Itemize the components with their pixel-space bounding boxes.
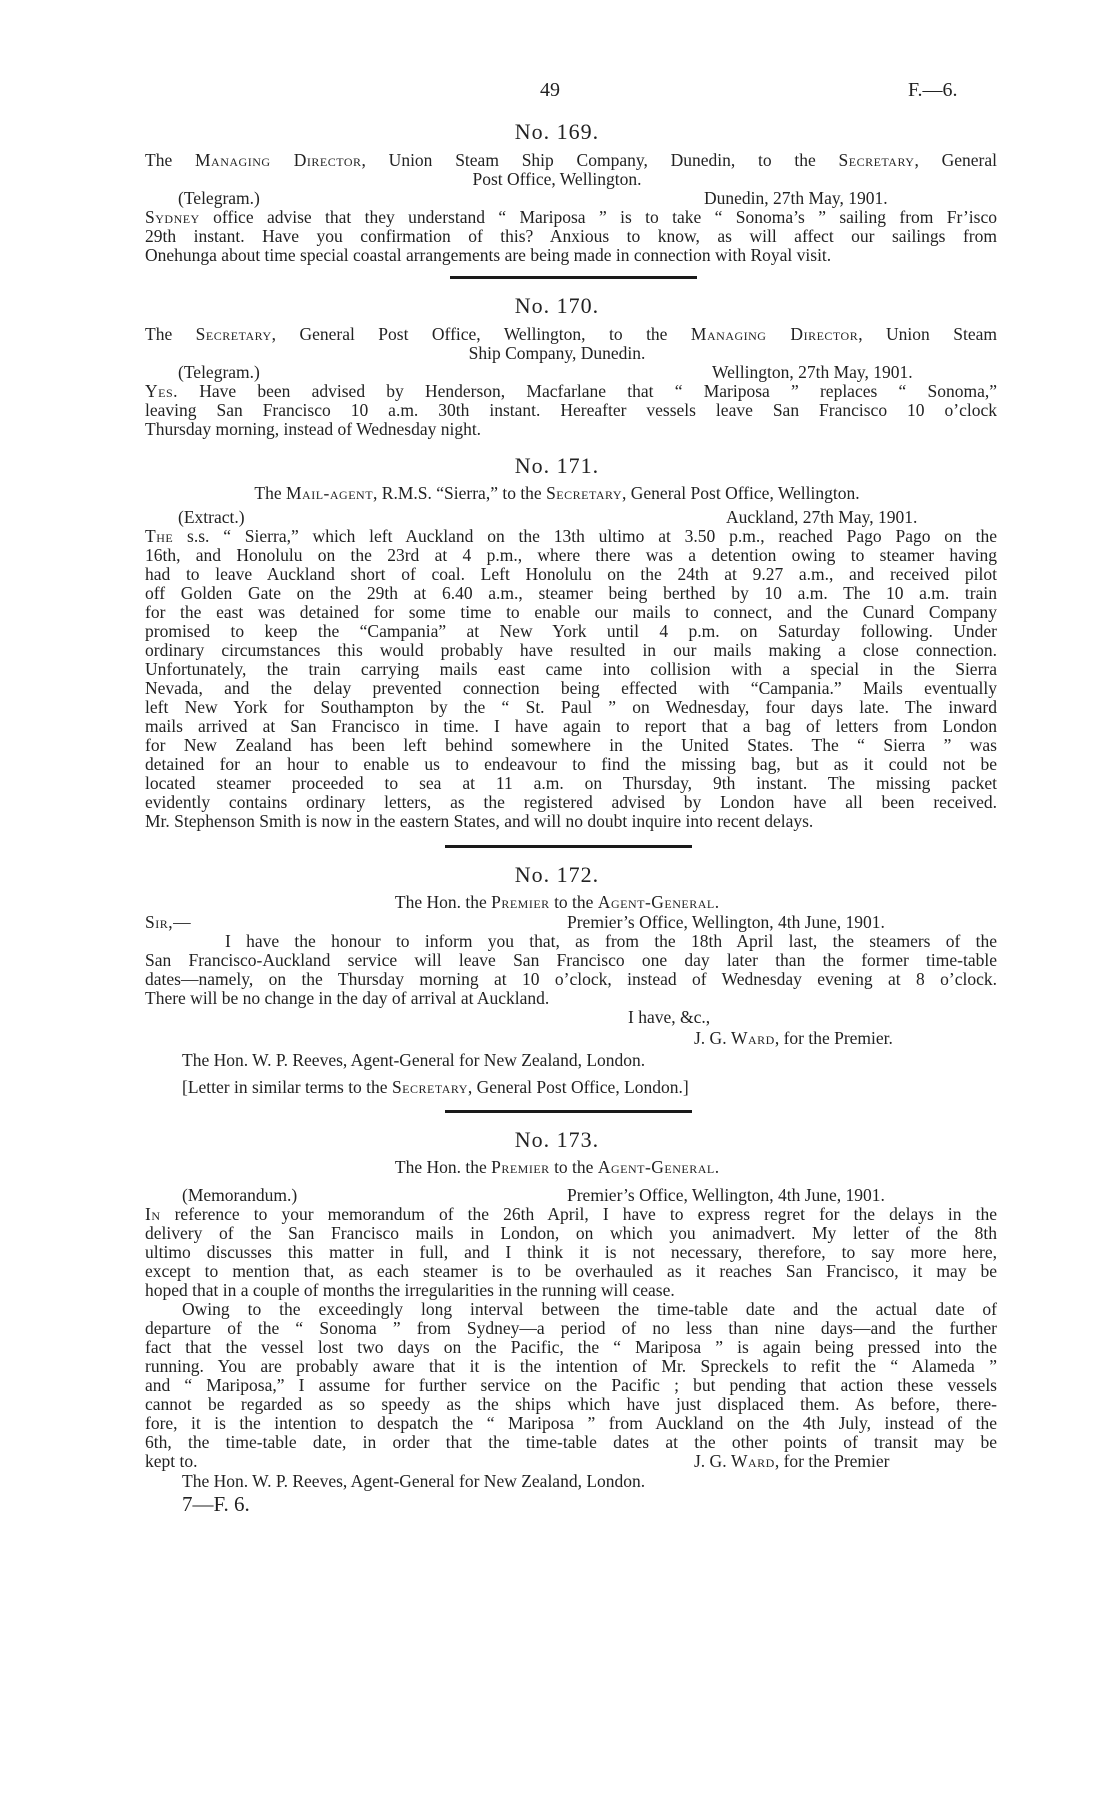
section-173-address: The Hon. the Premier to the Agent-General. bbox=[394, 1157, 720, 1177]
section-173-title: No. 173. bbox=[514, 1127, 600, 1152]
section-169-body-line: Sydney office advise that they understand “ Mariposa ” is to take “ Sonoma’s ” sailing from Fr’isco bbox=[145, 207, 997, 227]
section-171-date: Auckland, 27th May, 1901. bbox=[726, 507, 918, 527]
section-173-body-line: ultimo discusses this matter in full, and I think it is not necessary, therefore, to say more here, bbox=[145, 1242, 997, 1262]
section-169-address: The Managing Director, Union Steam Ship Company, Dunedin, to the Secretary, General bbox=[145, 150, 997, 170]
section-173-body-line: In reference to your memorandum of the 26th April, I have to express regret for the delays in the bbox=[145, 1204, 997, 1224]
section-171-body-line: ordinary circumstances this would probably have resulted in our mails making a close connection. bbox=[145, 640, 997, 660]
section-173-body-line: kept to. bbox=[145, 1451, 198, 1471]
section-173-body-line: fore, it is the intention to despatch the “ Mariposa ” from Auckland on the 4th July, instead of the bbox=[145, 1413, 997, 1433]
section-172-closing: I have, &c., bbox=[628, 1007, 711, 1027]
section-171-body-line: for the east was detained for some time to enable our mails to connect, and the Cunard Company bbox=[145, 602, 997, 622]
section-173-body-line: 6th, the time-table date, in order that the time-table dates at the other points of transit may be bbox=[145, 1432, 997, 1452]
section-171-body-line: off Golden Gate on the 29th at 6.40 a.m., steamer being berthed by 10 a.m. The 10 a.m. train bbox=[145, 583, 997, 603]
section-172-note: [Letter in similar terms to the Secretary, General Post Office, London.] bbox=[182, 1077, 689, 1097]
section-169-title: No. 169. bbox=[514, 119, 600, 144]
section-171-body-line: Mr. Stephenson Smith is now in the eastern States, and will no doubt inquire into recent delays. bbox=[145, 811, 814, 831]
section-170-body-line: Yes. Have been advised by Henderson, Macfarlane that “ Mariposa ” replaces “ Sonoma,” bbox=[145, 381, 997, 401]
section-173-body-line: departure of the “ Sonoma ” from Sydney—a period of no less than nine days—and the further bbox=[145, 1318, 997, 1338]
section-171-body-line: Unfortunately, the train carrying mails east came into collision with a special in the Sierra bbox=[145, 659, 997, 679]
section-170-date: Wellington, 27th May, 1901. bbox=[712, 362, 913, 382]
section-divider bbox=[450, 276, 697, 279]
section-169-body-line: Onehunga about time special coastal arrangements are being made in connection with Royal visit. bbox=[145, 245, 832, 265]
section-171-kind: (Extract.) bbox=[178, 507, 245, 527]
section-171-body-line: for New Zealand has been left behind somewhere in the United States. The “ Sierra ” was bbox=[145, 735, 997, 755]
section-171-body-line: 16th, and Honolulu on the 23rd at 4 p.m., where there was a detention owing to steamer having bbox=[145, 545, 997, 565]
section-173-recipient: The Hon. W. P. Reeves, Agent-General for New Zealand, London. bbox=[182, 1471, 646, 1491]
section-173-body-line: running. You are probably aware that it is the intention of Mr. Spreckels to refit the “ Alameda ” bbox=[145, 1356, 997, 1376]
section-171-body-line: left New York for Southampton by the “ St. Paul ” on Wednesday, four days late. The inward bbox=[145, 697, 997, 717]
section-divider bbox=[445, 1110, 692, 1113]
section-172-title: No. 172. bbox=[514, 862, 600, 887]
section-171-title: No. 171. bbox=[514, 453, 600, 478]
page-number: 49 bbox=[540, 79, 560, 101]
section-169-address-cont: Post Office, Wellington. bbox=[472, 169, 642, 189]
section-172-recipient: The Hon. W. P. Reeves, Agent-General for New Zealand, London. bbox=[182, 1050, 646, 1070]
section-172-address: The Hon. the Premier to the Agent-General. bbox=[394, 892, 720, 912]
section-171-body-line: The s.s. “ Sierra,” which left Auckland on the 13th ultimo at 3.50 p.m., reached Pago Pago on the bbox=[145, 526, 997, 546]
section-173-kind: (Memorandum.) bbox=[182, 1185, 298, 1205]
section-divider bbox=[445, 845, 692, 848]
section-173-date: Premier’s Office, Wellington, 4th June, 1901. bbox=[567, 1185, 885, 1205]
section-172-signature: J. G. Ward, for the Premier. bbox=[694, 1028, 893, 1048]
section-170-body-line: Thursday morning, instead of Wednesday night. bbox=[145, 419, 482, 439]
section-172-salutation: Sir,— bbox=[145, 912, 192, 932]
section-173-body-line: hoped that in a couple of months the irregularities in the running will cease. bbox=[145, 1280, 675, 1300]
section-172-body-line: There will be no change in the day of arrival at Auckland. bbox=[145, 988, 550, 1008]
section-173-body-line: except to mention that, as each steamer is to be overhauled as it reaches San Francisco, it may be bbox=[145, 1261, 997, 1281]
section-172-body-line: I have the honour to inform you that, as from the 18th April last, the steamers of the bbox=[225, 931, 997, 951]
section-169-kind: (Telegram.) bbox=[178, 188, 260, 208]
section-171-body-line: Nevada, and the delay prevented connection being effected with “Campania.” Mails eventually bbox=[145, 678, 997, 698]
section-170-title: No. 170. bbox=[514, 293, 600, 318]
section-171-address: The Mail-agent, R.M.S. “Sierra,” to the Secretary, General Post Office, Wellington. bbox=[254, 483, 860, 503]
section-171-body-line: had to leave Auckland short of coal. Left Honolulu on the 24th at 9.27 a.m., and received pilot bbox=[145, 564, 997, 584]
section-173-body-line: delivery of the San Francisco mails in London, on which you animadvert. My letter of the 8th bbox=[145, 1223, 997, 1243]
section-172-date: Premier’s Office, Wellington, 4th June, 1901. bbox=[567, 912, 885, 932]
section-169-date: Dunedin, 27th May, 1901. bbox=[704, 188, 888, 208]
section-170-address: The Secretary, General Post Office, Wellington, to the Managing Director, Union Steam bbox=[145, 324, 997, 344]
section-171-body-line: detained for an hour to enable us to endeavour to find the missing bag, but as it could not be bbox=[145, 754, 997, 774]
signature-mark: 7—F. 6. bbox=[182, 1492, 250, 1516]
section-171-body-line: mails arrived at San Francisco in time. I have again to report that a bag of letters from London bbox=[145, 716, 997, 736]
section-173-body-line: cannot be regarded as so speedy as the ships which have just displaced them. As before, there- bbox=[145, 1394, 997, 1414]
section-170-address-cont: Ship Company, Dunedin. bbox=[468, 343, 646, 363]
section-173-signature: J. G. Ward, for the Premier bbox=[694, 1451, 890, 1471]
section-171-body-line: promised to keep the “Campania” at New York until 4 p.m. on Saturday following. Under bbox=[145, 621, 997, 641]
section-171-body-line: evidently contains ordinary letters, as the registered advised by London have all been received. bbox=[145, 792, 997, 812]
section-172-body-line: San Francisco-Auckland service will leave San Francisco one day later than the former time-table bbox=[145, 950, 997, 970]
section-173-body-line: Owing to the exceedingly long interval between the time-table date and the actual date of bbox=[182, 1299, 997, 1319]
section-170-kind: (Telegram.) bbox=[178, 362, 260, 382]
section-169-body-line: 29th instant. Have you confirmation of this? Anxious to know, as will affect our sailings from bbox=[145, 226, 997, 246]
section-173-body-line: fact that the vessel lost two days on the Pacific, the “ Mariposa ” is again being pressed into the bbox=[145, 1337, 997, 1357]
section-171-body-line: located steamer proceeded to sea at 11 a.m. on Thursday, 9th instant. The missing packet bbox=[145, 773, 997, 793]
section-170-body-line: leaving San Francisco 10 a.m. 30th instant. Hereafter vessels leave San Francisco 10 o’clock bbox=[145, 400, 997, 420]
document-reference: F.—6. bbox=[908, 79, 958, 101]
section-173-body-line: and “ Mariposa,” I assume for further service on the Pacific ; but pending that action these vessels bbox=[145, 1375, 997, 1395]
section-172-body-line: dates—namely, on the Thursday morning at 10 o’clock, instead of Wednesday evening at 8 o’clock. bbox=[145, 969, 997, 989]
